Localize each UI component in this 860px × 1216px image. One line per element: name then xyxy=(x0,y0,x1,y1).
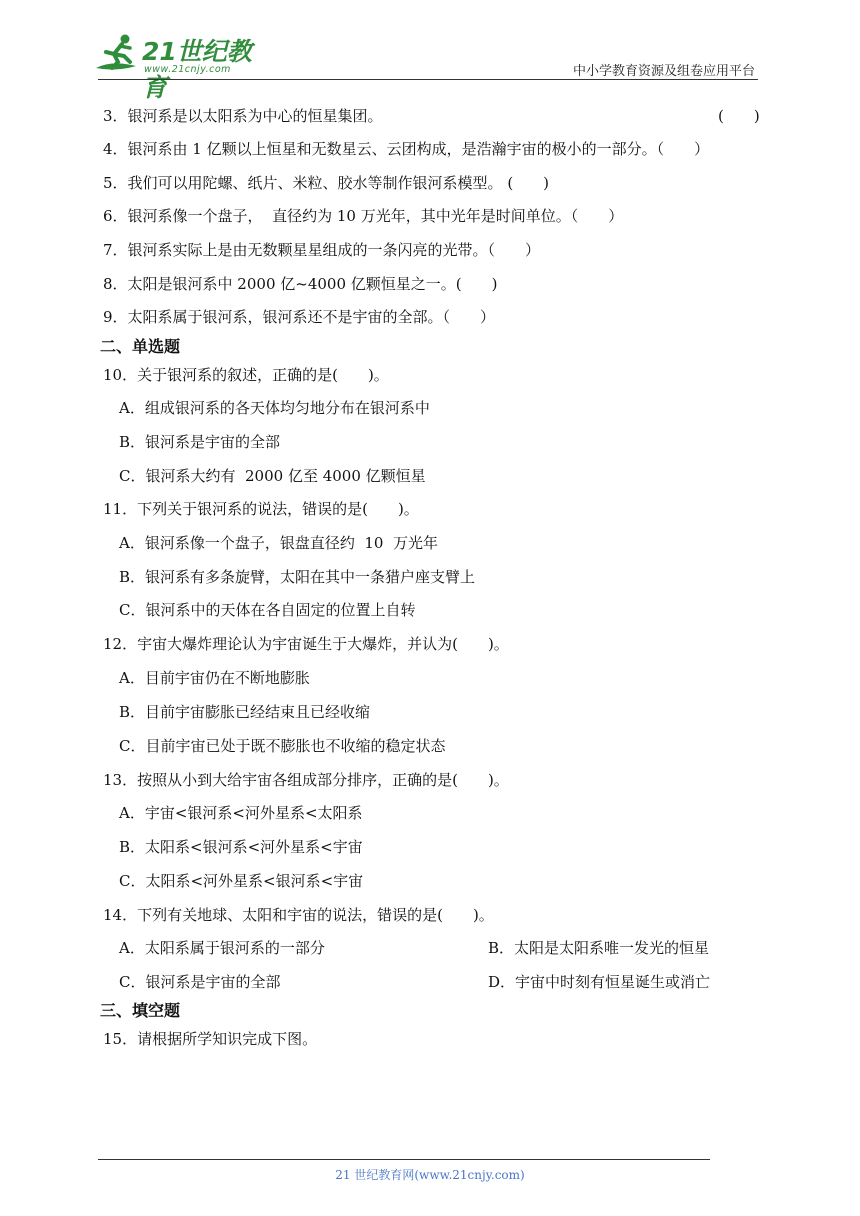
question-6: 6．银河系像一个盘子， 直径约为 10 万光年，其中光年是时间单位。（ ） xyxy=(103,207,624,225)
question-11-option-c: C．银河系中的天体在各自固定的位置上自转 xyxy=(119,601,416,619)
question-7: 7．银河系实际上是由无数颗星星组成的一条闪亮的光带。（ ） xyxy=(103,241,541,259)
logo-url: www.21cnjy.com xyxy=(144,64,231,75)
question-14-option-b: B．太阳是太阳系唯一发光的恒星 xyxy=(488,939,710,957)
question-11-stem: 11．下列关于银河系的说法，错误的是( )。 xyxy=(103,500,419,518)
question-3: 3．银河系是以太阳系为中心的恒星集团。 xyxy=(103,107,383,125)
question-12-option-b: B．目前宇宙膨胀已经结束且已经收缩 xyxy=(119,703,371,721)
question-10-option-b: B．银河系是宇宙的全部 xyxy=(119,433,281,451)
question-14-stem: 14．下列有关地球、太阳和宇宙的说法，错误的是( )。 xyxy=(103,906,494,924)
page-header xyxy=(0,0,860,102)
section-heading-fill-blank: 三、填空题 xyxy=(100,1001,181,1020)
footer-divider xyxy=(98,1159,710,1160)
question-10-option-a: A．组成银河系的各天体均匀地分布在银河系中 xyxy=(119,399,430,417)
header-divider xyxy=(98,79,758,80)
question-14-option-d: D．宇宙中时刻有恒星诞生或消亡 xyxy=(488,973,711,991)
question-8: 8．太阳是银河系中 2000 亿~4000 亿颗恒星之一。( ) xyxy=(103,275,498,293)
question-12-option-c: C．目前宇宙已处于既不膨胀也不收缩的稳定状态 xyxy=(119,737,446,755)
question-13-option-a: A．宇宙<银河系<河外星系<太阳系 xyxy=(119,804,363,822)
question-10-option-c: C．银河系大约有 2000 亿至 4000 亿颗恒星 xyxy=(119,467,426,485)
footer-source: 21 世纪教育网(www.21cnjy.com) xyxy=(335,1168,525,1182)
question-14-option-a: A．太阳系属于银河系的一部分 xyxy=(119,939,325,957)
runner-logo-icon xyxy=(92,32,142,76)
answer-blank-3: ( ) xyxy=(718,107,760,125)
section-heading-single-choice: 二、单选题 xyxy=(100,337,181,356)
question-4: 4．银河系由 1 亿颗以上恒星和无数星云、云团构成，是浩瀚宇宙的极小的一部分。（ ） xyxy=(103,140,710,158)
question-9: 9．太阳系属于银河系，银河系还不是宇宙的全部。（ ） xyxy=(103,308,496,326)
logo xyxy=(92,32,262,102)
question-13-stem: 13．按照从小到大给宇宙各组成部分排序，正确的是( )。 xyxy=(103,771,509,789)
logo-text: 21世纪教育 xyxy=(142,37,252,102)
question-15: 15．请根据所学知识完成下图。 xyxy=(103,1030,318,1048)
question-12-option-a: A．目前宇宙仍在不断地膨胀 xyxy=(119,669,310,687)
question-13-option-b: B．太阳系<银河系<河外星系<宇宙 xyxy=(119,838,363,856)
platform-name: 中小学教育资源及组卷应用平台 xyxy=(572,64,755,79)
question-12-stem: 12．宇宙大爆炸理论认为宇宙诞生于大爆炸，并认为( )。 xyxy=(103,635,509,653)
question-5: 5．我们可以用陀螺、纸片、米粒、胶水等制作银河系模型。 ( ) xyxy=(103,174,550,192)
question-13-option-c: C．太阳系<河外星系<银河系<宇宙 xyxy=(119,872,364,890)
question-11-option-b: B．银河系有多条旋臂，太阳在其中一条猎户座支臂上 xyxy=(119,568,476,586)
question-11-option-a: A．银河系像一个盘子，银盘直径约 10 万光年 xyxy=(119,534,438,552)
question-14-option-c: C．银河系是宇宙的全部 xyxy=(119,973,281,991)
question-10-stem: 10．关于银河系的叙述，正确的是( )。 xyxy=(103,366,389,384)
